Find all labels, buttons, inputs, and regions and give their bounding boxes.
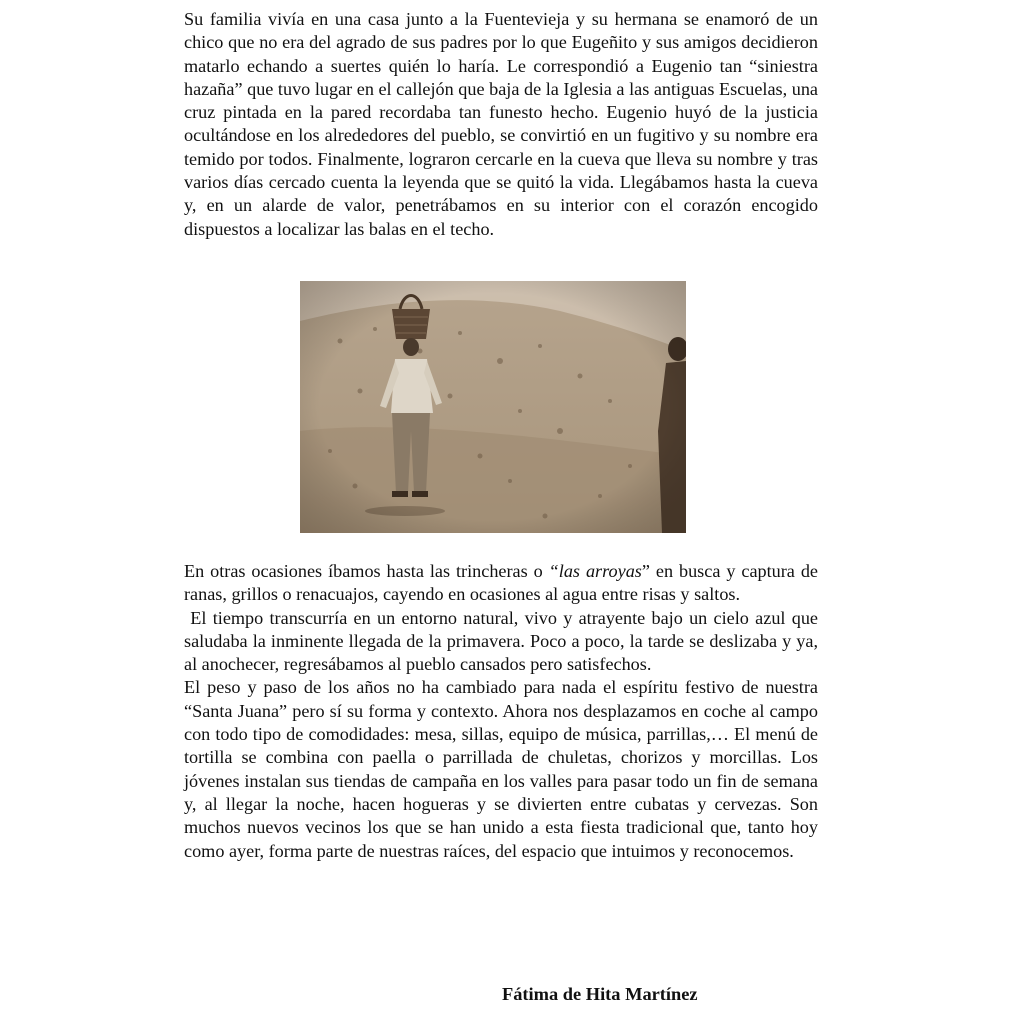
paragraph-santa-juana: El peso y paso de los años no ha cambiado para nada el espíritu festivo de nuestra “Santa Juana” pero sí su forma y contexto. Ahora nos desplazamos en coche al campo con todo tipo de comodidades: mesa, sillas, equipo de música, parrillas,… El menú de tortilla se combina con paella o parrillada de chuletas, chorizos y morcillas. Los jóvenes instalan sus tiendas de campaña en los valles para pasar todo un fin de semana y, al llegar la noche, hacen hogueras y se divierten entre cubatas y cervezas. Son muchos nuevos vecinos los que se han unido a esta fiesta tradicional que, tanto hoy como ayer, forma parte de nuestras raíces, del espacio que intuimos y reconocemos. xyxy=(184,677,818,861)
paragraph-arroyas-italic: “las arroyas xyxy=(548,561,642,581)
paragraph-tiempo: El tiempo transcurría en un entorno natural, vivo y atrayente bajo un cielo azul que saludaba la inminente llegada de la primavera. Poco a poco, la tarde se deslizaba y ya, al anochecer, regresábamos al pueblo cansados pero satisfechos. xyxy=(184,607,823,675)
author-signature: Fátima de Hita Martínez xyxy=(502,984,698,1004)
photo-illustration xyxy=(300,281,686,533)
article-text-top xyxy=(184,8,818,241)
paragraph-arroyas xyxy=(184,560,818,607)
paragraph-arroyas-start: En otras ocasiones íbamos hasta las trincheras o xyxy=(184,561,549,581)
paragraph-eugenio-legend: Su familia vivía en una casa junto a la Fuentevieja y su hermana se enamoró de un chico que no era del agrado de sus padres por lo que Eugeñito y sus amigos decidieron matarlo echando a suertes quién lo haría. Le correspondió a Eugenio tan “siniestra hazaña” que tuvo lugar en el callejón que baja de la Iglesia a las antiguas Escuelas, una cruz pintada en la pared recordaba tan funesto hecho. Eugenio huyó de la justicia ocultándose en los alrededores del pueblo, se convirtió en un fugitivo y su nombre era temido por todos. Finalmente, lograron cercarle en la cueva que lleva su nombre y tras varios días cercado cuenta la leyenda que se quitó la vida. Llegábamos hasta la cueva y, en un alarde de valor, penetrábamos en su interior con el corazón encogido dispuestos a localizar las balas en el techo. xyxy=(184,9,818,239)
paragraph-arroyas-end: ” en busca y captura de ranas, grillos o renacuajos, cayendo en ocasiones al agua entre risas y saltos. xyxy=(184,561,818,605)
article-text-bottom xyxy=(184,560,823,863)
vintage-photo-man-with-basket xyxy=(300,281,686,533)
